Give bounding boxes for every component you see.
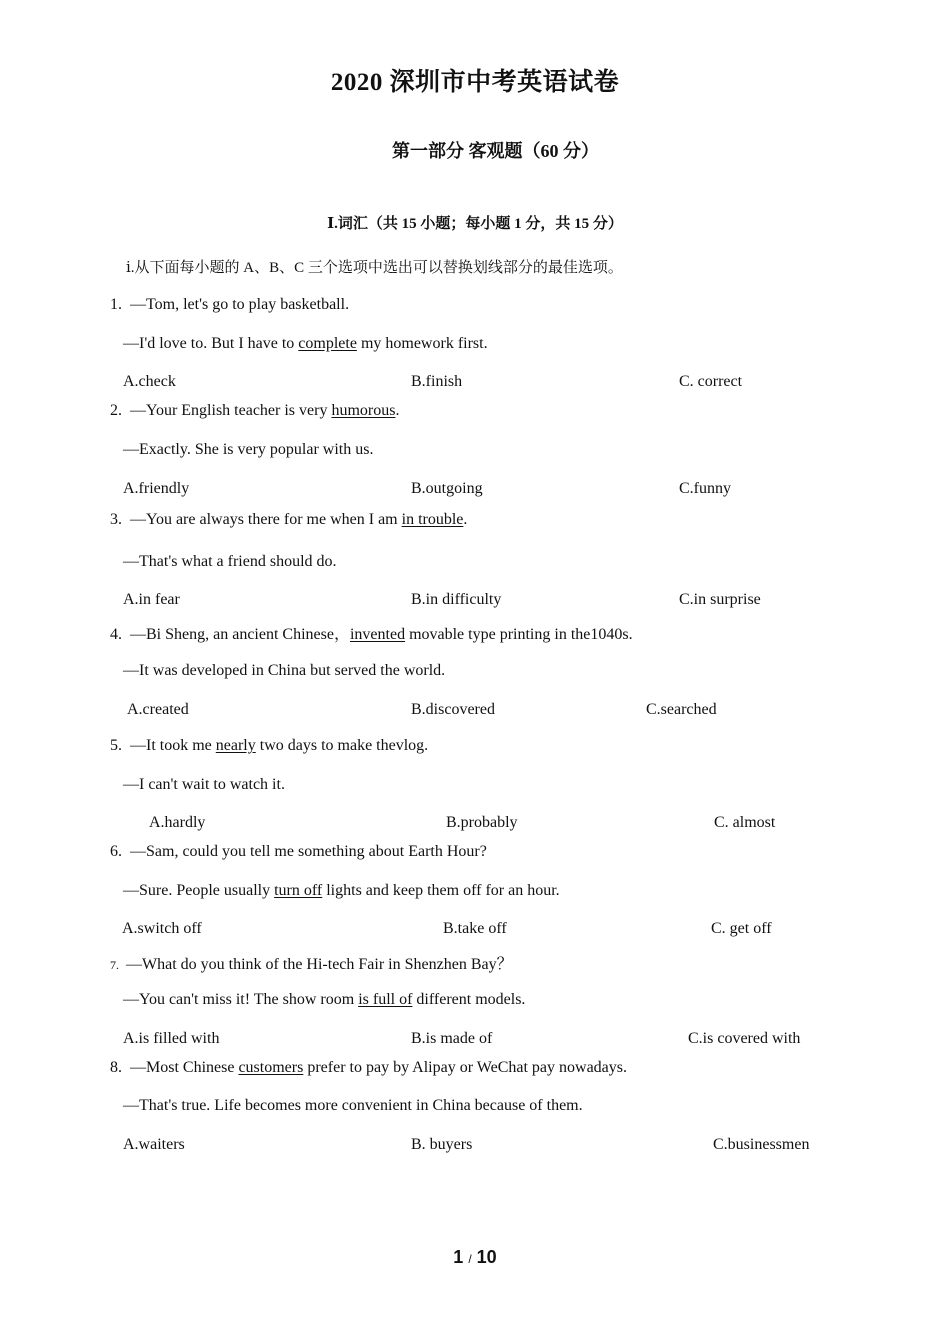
line-text: —You are always there for me when I am: [130, 511, 402, 528]
question-6-line1: [110, 843, 487, 861]
line-text: —I'd love to. But I have to: [123, 335, 299, 352]
underlined-word: turn off: [274, 882, 323, 899]
question-5-line1: [110, 737, 428, 755]
underlined-word: complete: [298, 335, 357, 352]
line-text: two days to make thevlog.: [255, 737, 429, 754]
page-number: [0, 1247, 950, 1268]
question-3-line1: [110, 511, 467, 529]
line-text: —What do you think of the Hi-tech Fair in Shenzhen Bay？: [126, 956, 513, 973]
question-number: 1.: [110, 296, 122, 313]
page-title: 2020 深圳市中考英语试卷: [330, 69, 620, 96]
option-a: A.waiters: [123, 1136, 185, 1153]
question-number: 7.: [110, 958, 119, 972]
option-c: C. almost: [714, 814, 776, 831]
option-a: A.is filled with: [123, 1030, 220, 1047]
question-3-line2: —That's what a friend should do.: [123, 553, 337, 570]
question-number: 8.: [110, 1059, 122, 1076]
section-heading: Ⅰ.词汇（共 15 小题；每小题 1 分，共 15 分）: [327, 216, 623, 232]
page-separator: /: [468, 1252, 472, 1266]
question-5-line2: —I can't wait to watch it.: [123, 776, 285, 793]
option-a: A.friendly: [123, 480, 190, 497]
option-c: C.funny: [679, 480, 731, 497]
question-number: 6.: [110, 843, 122, 860]
line-text: lights and keep them off for an hour.: [322, 882, 560, 899]
line-text: .: [395, 402, 400, 419]
option-c: C.in surprise: [679, 591, 761, 608]
option-b: B.take off: [443, 920, 507, 937]
line-text: —Bi Sheng, an ancient Chinese，: [130, 626, 350, 643]
line-text: prefer to pay by Alipay or WeChat pay nowadays.: [303, 1059, 627, 1076]
option-c: C.searched: [646, 701, 717, 718]
option-b: B.discovered: [411, 701, 495, 718]
underlined-word: customers: [238, 1059, 304, 1076]
question-1-line1: [110, 296, 349, 314]
underlined-word: invented: [349, 626, 406, 643]
option-b: B.probably: [446, 814, 518, 831]
instruction: ⅰ.从下面每小题的 A、B、C 三个选项中选出可以替换划线部分的最佳选项。: [126, 260, 623, 276]
option-a: A.created: [127, 701, 189, 718]
question-number: 5.: [110, 737, 122, 754]
question-2-line2: —Exactly. She is very popular with us.: [123, 441, 374, 458]
line-text: —Most Chinese: [130, 1059, 239, 1076]
option-c: C.businessmen: [713, 1136, 810, 1153]
question-7-line2: [123, 991, 525, 1009]
underlined-word: is full of: [358, 991, 413, 1008]
line-text: different models.: [412, 991, 526, 1008]
option-a: A.hardly: [149, 814, 206, 831]
option-b: B.in difficulty: [411, 591, 502, 608]
option-c: C. correct: [679, 373, 743, 390]
underlined-word: in trouble: [401, 511, 464, 528]
underlined-word: nearly: [215, 737, 256, 754]
line-text: —It took me: [130, 737, 216, 754]
option-b: B.is made of: [411, 1030, 493, 1047]
option-b: B.outgoing: [411, 480, 483, 497]
option-b: B.finish: [411, 373, 463, 390]
question-7-line1: [110, 951, 513, 974]
line-text: —Sam, could you tell me something about Earth Hour?: [130, 843, 487, 860]
question-8-line1: [110, 1059, 627, 1077]
option-b: B. buyers: [411, 1136, 473, 1153]
line-text: .: [463, 511, 468, 528]
underlined-word: humorous: [331, 402, 396, 419]
question-number: 4.: [110, 626, 122, 643]
total-pages: 10: [476, 1247, 497, 1267]
line-text: my homework first.: [356, 335, 488, 352]
question-4-line2: —It was developed in China but served the world.: [123, 662, 446, 679]
line-text: —Your English teacher is very: [130, 402, 332, 419]
question-number: 3.: [110, 511, 122, 528]
line-text: —Tom, let's go to play basketball.: [130, 296, 350, 313]
option-c: C.is covered with: [688, 1030, 801, 1047]
question-2-line1: [110, 402, 399, 420]
question-number: 2.: [110, 402, 122, 419]
line-text: movable type printing in the1040s.: [405, 626, 633, 643]
line-text: —You can't miss it! The show room: [123, 991, 359, 1008]
part-heading: 第一部分 客观题（60 分）: [392, 141, 599, 161]
question-4-line1: [110, 621, 633, 644]
line-text: —Sure. People usually: [123, 882, 275, 899]
option-c: C. get off: [711, 920, 772, 937]
question-1-line2: [123, 335, 488, 353]
option-a: A.check: [123, 373, 176, 390]
option-a: A.switch off: [122, 920, 202, 937]
question-6-line2: [123, 882, 560, 900]
current-page: 1: [453, 1247, 464, 1267]
question-8-line2: —That's true. Life becomes more convenient in China because of them.: [123, 1097, 583, 1114]
option-a: A.in fear: [123, 591, 180, 608]
